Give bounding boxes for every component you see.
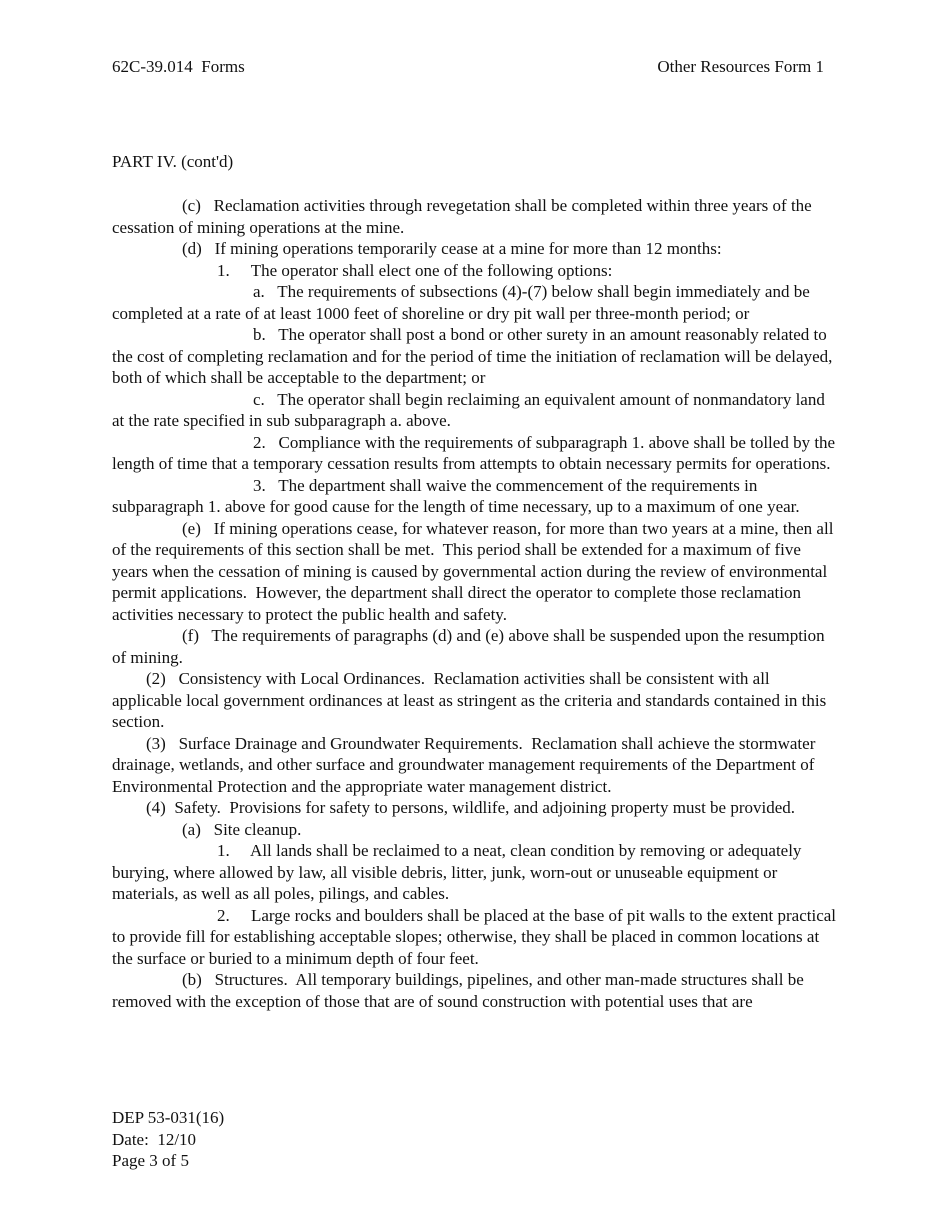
option-b-bond: b. The operator shall post a bond or other surety in an amount reasonably related to the cost of completing reclamation and for the period of time the initiation of reclamation will be delayed, both of which shall be acceptable to the department; or: [112, 325, 837, 387]
body-text: [112, 195, 840, 1012]
footer-date: Date: 12/10: [112, 1129, 197, 1149]
option-c-equivalent-land: c. The operator shall begin reclaiming an equivalent amount of nonmandatory land at the rate specified in sub subparagraph a. above.: [112, 389, 830, 430]
header-rule-citation: 62C-39.014 Forms: [112, 57, 245, 76]
paragraph-d-temporary-cessation: (d) If mining operations temporarily cease at a mine for more than 12 months:: [182, 239, 722, 258]
section-3-drainage: (3) Surface Drainage and Groundwater Requirements. Reclamation shall achieve the stormwater drainage, wetlands, and other surface and groundwater management requirements of the Department of Environmental Protection and the appropriate water management district.: [112, 733, 820, 796]
paragraph-b-structures: (b) Structures. All temporary buildings, pipelines, and other man-made structures shall be removed with the exception of those that are of sound construction with potential uses that are: [112, 970, 809, 1011]
footer-form-number: DEP 53-031(16): [112, 1108, 225, 1127]
option-a-immediate-reclamation: a. The requirements of subsections (4)-(7) below shall begin immediately and be completed at a rate of at least 1000 feet of shoreline or dry pit wall per three-month period; or: [112, 282, 814, 323]
subparagraph-d3-waiver: 3. The department shall waive the commencement of the requirements in subparagraph 1. above for good cause for the length of time necessary, up to a maximum of one year.: [112, 475, 800, 516]
subparagraph-d2-tolling: 2. Compliance with the requirements of subparagraph 1. above shall be tolled by the length of time that a temporary cessation results from attempts to obtain necessary permits for operations.: [112, 432, 840, 473]
paragraph-c-reclamation-timing: (c) Reclamation activities through revegetation shall be completed within three years of the cessation of mining operations at the mine.: [112, 196, 816, 237]
page-footer: [112, 1107, 224, 1172]
subparagraph-d1-options: 1. The operator shall elect one of the following options:: [217, 260, 613, 280]
header-form-title: Other Resources Form 1: [657, 57, 824, 76]
paragraph-e-cessation: (e) If mining operations cease, for whatever reason, for more than two years at a mine, then all of the requirements of this section shall be met. This period shall be extended for a maximum of five years when the cessation of mining is caused by governmental action during the review of environmental permit applications. However, the department shall direct the operator to complete those reclamation activities necessary to protect the public health and safety.: [112, 518, 838, 624]
subparagraph-a2-rocks-boulders: 2. Large rocks and boulders shall be placed at the base of pit walls to the extent practical to provide fill for establishing acceptable slopes; otherwise, they shall be placed in common locations at the surface or buried to a minimum depth of four feet.: [112, 905, 841, 968]
section-4-safety: (4) Safety. Provisions for safety to persons, wildlife, and adjoining property must be provided.: [146, 798, 796, 817]
paragraph-f-suspension: (f) The requirements of paragraphs (d) and (e) above shall be suspended upon the resumption of mining.: [112, 626, 829, 667]
part-heading: PART IV. (cont'd): [112, 152, 234, 171]
subparagraph-a1-clean-condition: 1. All lands shall be reclaimed to a neat, clean condition by removing or adequately burying, where allowed by law, all visible debris, litter, junk, worn-out or unuseable equipment or materials, as well as all poles, pilings, and cables.: [112, 841, 806, 903]
footer-page-number: Page 3 of 5: [112, 1151, 189, 1170]
paragraph-a-site-cleanup: (a) Site cleanup.: [182, 819, 302, 839]
section-2-local-ordinances: (2) Consistency with Local Ordinances. Reclamation activities shall be consistent with all applicable local government ordinances at least as stringent as the criteria and standards contained in this section.: [112, 669, 831, 731]
